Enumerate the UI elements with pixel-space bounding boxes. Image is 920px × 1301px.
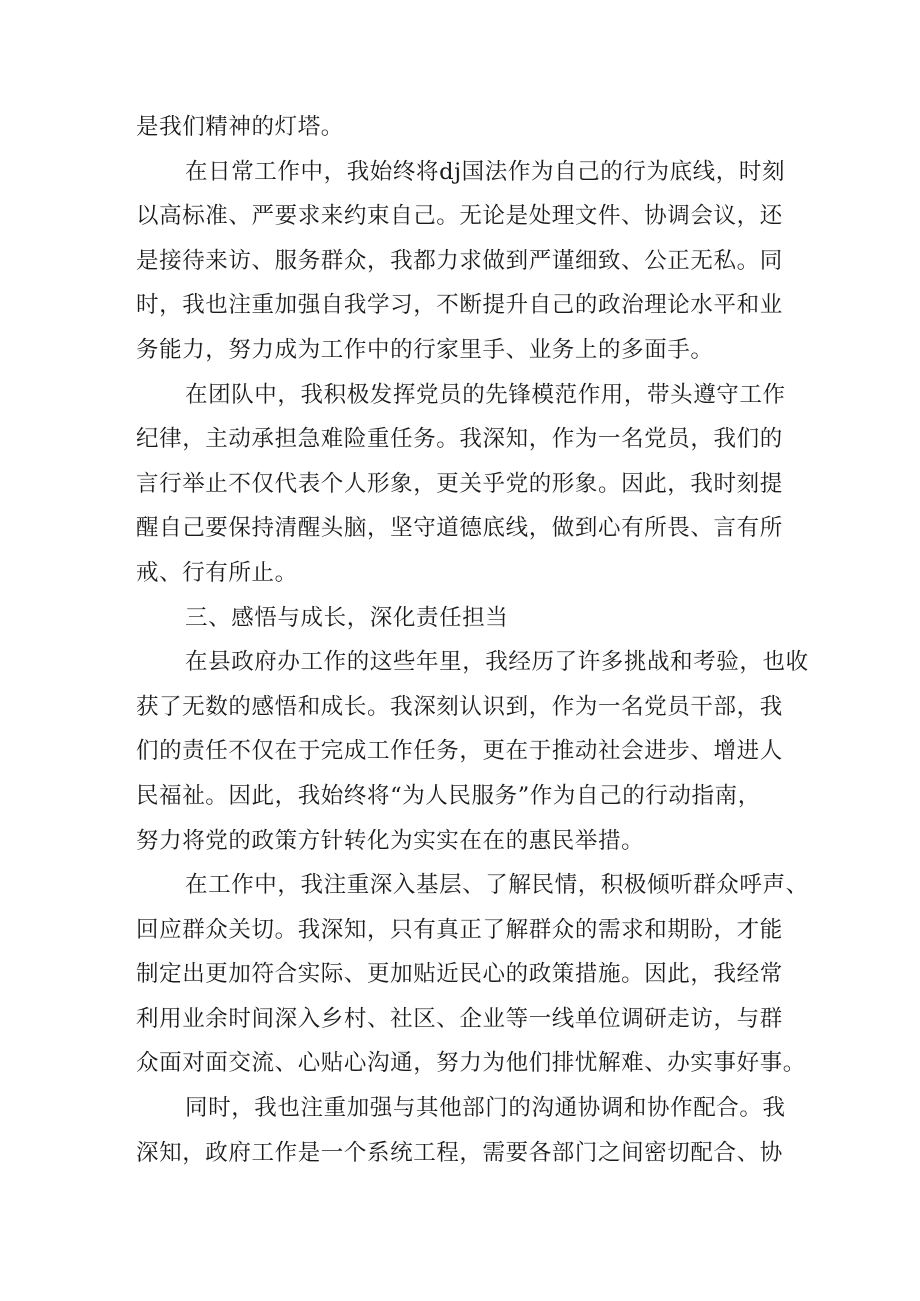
text-line: 是我们精神的灯塔。 bbox=[136, 114, 344, 140]
text-line: 们的责任不仅在于完成工作任务，更在于推动社会进步、增进人 bbox=[136, 738, 783, 765]
text-line: 制定出更加符合实际、更加贴近民心的政策措施。因此，我经常 bbox=[136, 961, 783, 988]
text-line: 是接待来访、服务群众，我都力求做到严谨细致、公正无私。同 bbox=[136, 247, 783, 274]
text-line: 醒自己要保持清醒头脑，坚守道德底线，做到心有所畏、言有所 bbox=[136, 515, 783, 542]
text-line: 在日常工作中，我始终将dj国法作为自己的行为底线，时刻 bbox=[185, 158, 786, 185]
text-line: 回应群众关切。我深知，只有真正了解群众的需求和期盼，才能 bbox=[136, 916, 783, 943]
section-heading: 三、感悟与成长，深化责任担当 bbox=[185, 604, 509, 631]
text-line: 努力将党的政策方针转化为实实在在的惠民举措。 bbox=[136, 827, 645, 854]
text-line: 在工作中，我注重深入基层、了解民情，积极倾听群众呼声、 bbox=[185, 872, 809, 899]
text-line: 在团队中，我积极发挥党员的先锋模范作用，带头遵守工作 bbox=[185, 381, 786, 408]
text-line: 时，我也注重加强自我学习，不断提升自己的政治理论水平和业 bbox=[136, 292, 783, 319]
document-body bbox=[136, 105, 809, 1175]
text-line: 戒、行有所止。 bbox=[136, 559, 298, 586]
text-line: 在县政府办工作的这些年里，我经历了许多挑战和考验，也收 bbox=[185, 649, 809, 676]
text-line: 民福祉。因此，我始终将“为人民服务”作为自己的行动指南， bbox=[136, 782, 761, 809]
text-line: 务能力，努力成为工作中的行家里手、业务上的多面手。 bbox=[136, 336, 714, 363]
text-line: 同时，我也注重加强与其他部门的沟通协调和协作配合。我 bbox=[185, 1095, 786, 1122]
text-line: 言行举止不仅代表个人形象，更关乎党的形象。因此，我时刻提 bbox=[136, 470, 783, 497]
text-line: 获了无数的感悟和成长。我深刻认识到，作为一名党员干部，我 bbox=[136, 693, 783, 720]
text-line: 深知，政府工作是一个系统工程，需要各部门之间密切配合、协 bbox=[136, 1139, 783, 1166]
text-line: 纪律，主动承担急难险重任务。我深知，作为一名党员，我们的 bbox=[136, 426, 783, 453]
text-line: 以高标准、严要求来约束自己。无论是处理文件、协调会议，还 bbox=[136, 203, 783, 230]
text-line: 利用业余时间深入乡村、社区、企业等一线单位调研走访，与群 bbox=[136, 1005, 783, 1032]
text-line: 众面对面交流、心贴心沟通，努力为他们排忧解难、办实事好事。 bbox=[136, 1050, 806, 1077]
